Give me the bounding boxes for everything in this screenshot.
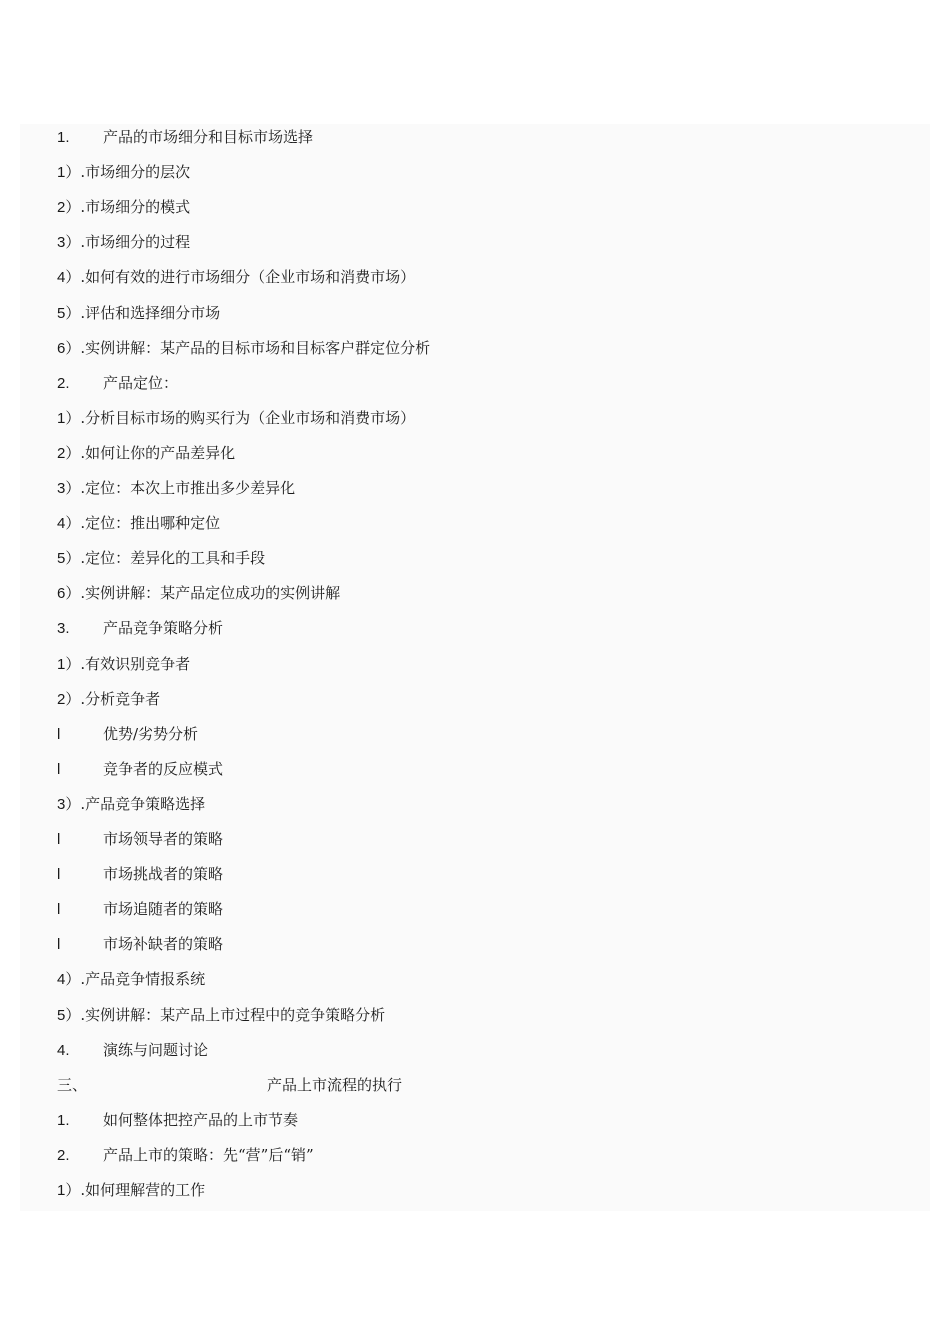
outline-text: .分析目标市场的购买行为（企业市场和消费市场） [80, 408, 416, 427]
outline-line [57, 862, 223, 886]
outline-text: .定位：本次上市推出多少差异化 [80, 479, 296, 497]
outline-line [57, 722, 198, 746]
sub-item-number: 5） [57, 304, 81, 322]
outline-text: 产品的市场细分和目标市场选择 [103, 128, 314, 146]
outline-line [57, 616, 223, 640]
outline-text: 竞争者的反应模式 [103, 759, 224, 778]
outline-line [57, 757, 223, 781]
outline-text: .分析竞争者 [80, 689, 161, 708]
outline-text: 产品上市的策略：先“营”后“销” [103, 1145, 314, 1164]
sub-item-number: 6） [57, 339, 81, 357]
outline-line [57, 265, 415, 289]
outline-line [57, 652, 190, 676]
outline-line [57, 1003, 385, 1027]
sub-item-number: 3） [57, 234, 81, 252]
sub-item-number: 2） [57, 690, 81, 708]
outline-line [57, 1108, 298, 1132]
outline-line [57, 371, 178, 395]
outline-text: 市场追随者的策略 [103, 900, 224, 919]
outline-text: 产品定位： [103, 373, 179, 392]
outline-text: .市场细分的层次 [80, 163, 191, 182]
bullet-marker: l [57, 901, 61, 919]
outline-text: .定位：推出哪种定位 [80, 514, 221, 533]
outline-line [57, 897, 223, 921]
bullet-marker: l [57, 936, 61, 954]
outline-line [57, 160, 190, 184]
sub-item-number: 4） [57, 269, 81, 287]
sub-item-number: 1） [57, 655, 81, 673]
outline-text: 演练与问题讨论 [103, 1040, 209, 1059]
item-number: 3. [57, 620, 70, 638]
outline-text: .市场细分的过程 [80, 233, 191, 252]
sub-item-number: 3） [57, 480, 81, 497]
sub-item-number: 3） [57, 795, 81, 813]
sub-item-number: 1） [57, 164, 81, 182]
item-number: 1. [57, 1111, 70, 1129]
item-number: 2. [57, 374, 70, 392]
outline-line [57, 1073, 402, 1097]
outline-line [57, 1038, 208, 1062]
bullet-marker: l [57, 866, 61, 884]
outline-line [57, 827, 223, 851]
sub-item-number: 1） [57, 1182, 81, 1199]
sub-item-number: 5） [57, 550, 81, 568]
bullet-marker: l [57, 760, 61, 778]
sub-item-number: 2） [57, 444, 81, 462]
bullet-marker: l [57, 725, 61, 743]
outline-line [57, 687, 160, 711]
outline-text: .如何理解营的工作 [80, 1181, 206, 1199]
item-number: 4. [57, 1041, 70, 1059]
item-number: 2. [57, 1146, 70, 1164]
outline-text: 产品竞争策略分析 [103, 619, 224, 638]
section-number: 三、 [57, 1076, 88, 1094]
sub-item-number: 2） [57, 199, 81, 217]
outline-text: .实例讲解：某产品上市过程中的竞争策略分析 [80, 1005, 386, 1024]
outline-text: 市场挑战者的策略 [103, 865, 224, 884]
outline-text: .定位：差异化的工具和手段 [80, 549, 266, 568]
outline-line [57, 441, 235, 465]
outline-text: 优势/劣势分析 [103, 724, 199, 743]
outline-line [57, 581, 340, 605]
outline-text: 市场补缺者的策略 [103, 935, 224, 954]
outline-line [57, 546, 265, 570]
outline-line [57, 230, 190, 254]
item-number: 1. [57, 129, 70, 146]
outline-line [57, 195, 190, 219]
sub-item-number: 1） [57, 409, 81, 427]
outline-text: 如何整体把控产品的上市节奏 [103, 1110, 299, 1129]
sub-item-number: 4） [57, 515, 81, 533]
outline-line [57, 967, 205, 991]
outline-line [57, 336, 430, 360]
outline-text: 市场领导者的策略 [103, 830, 224, 848]
outline-line [57, 1178, 205, 1202]
outline-line [57, 125, 313, 149]
sub-item-number: 5） [57, 1006, 81, 1024]
bullet-marker: l [57, 831, 61, 848]
outline-line [57, 476, 295, 500]
outline-text: .产品竞争情报系统 [80, 970, 206, 989]
outline-text: 产品上市流程的执行 [267, 1075, 403, 1094]
outline-text: .产品竞争策略选择 [80, 794, 206, 813]
outline-text: .如何有效的进行市场细分（企业市场和消费市场） [80, 268, 416, 287]
outline-line [57, 792, 205, 816]
outline-text: .评估和选择细分市场 [80, 303, 221, 322]
sub-item-number: 4） [57, 971, 81, 989]
outline-text: .实例讲解：某产品的目标市场和目标客户群定位分析 [80, 338, 431, 357]
outline-line [57, 406, 415, 430]
outline-line [57, 932, 223, 956]
outline-line [57, 511, 220, 535]
sub-item-number: 6） [57, 585, 81, 603]
outline-text: .实例讲解：某产品定位成功的实例讲解 [80, 584, 341, 603]
outline-line [57, 1143, 314, 1167]
outline-line [57, 301, 220, 325]
outline-text: .如何让你的产品差异化 [80, 443, 236, 462]
outline-text: .市场细分的模式 [80, 198, 191, 217]
outline-text: .有效识别竞争者 [80, 654, 191, 673]
